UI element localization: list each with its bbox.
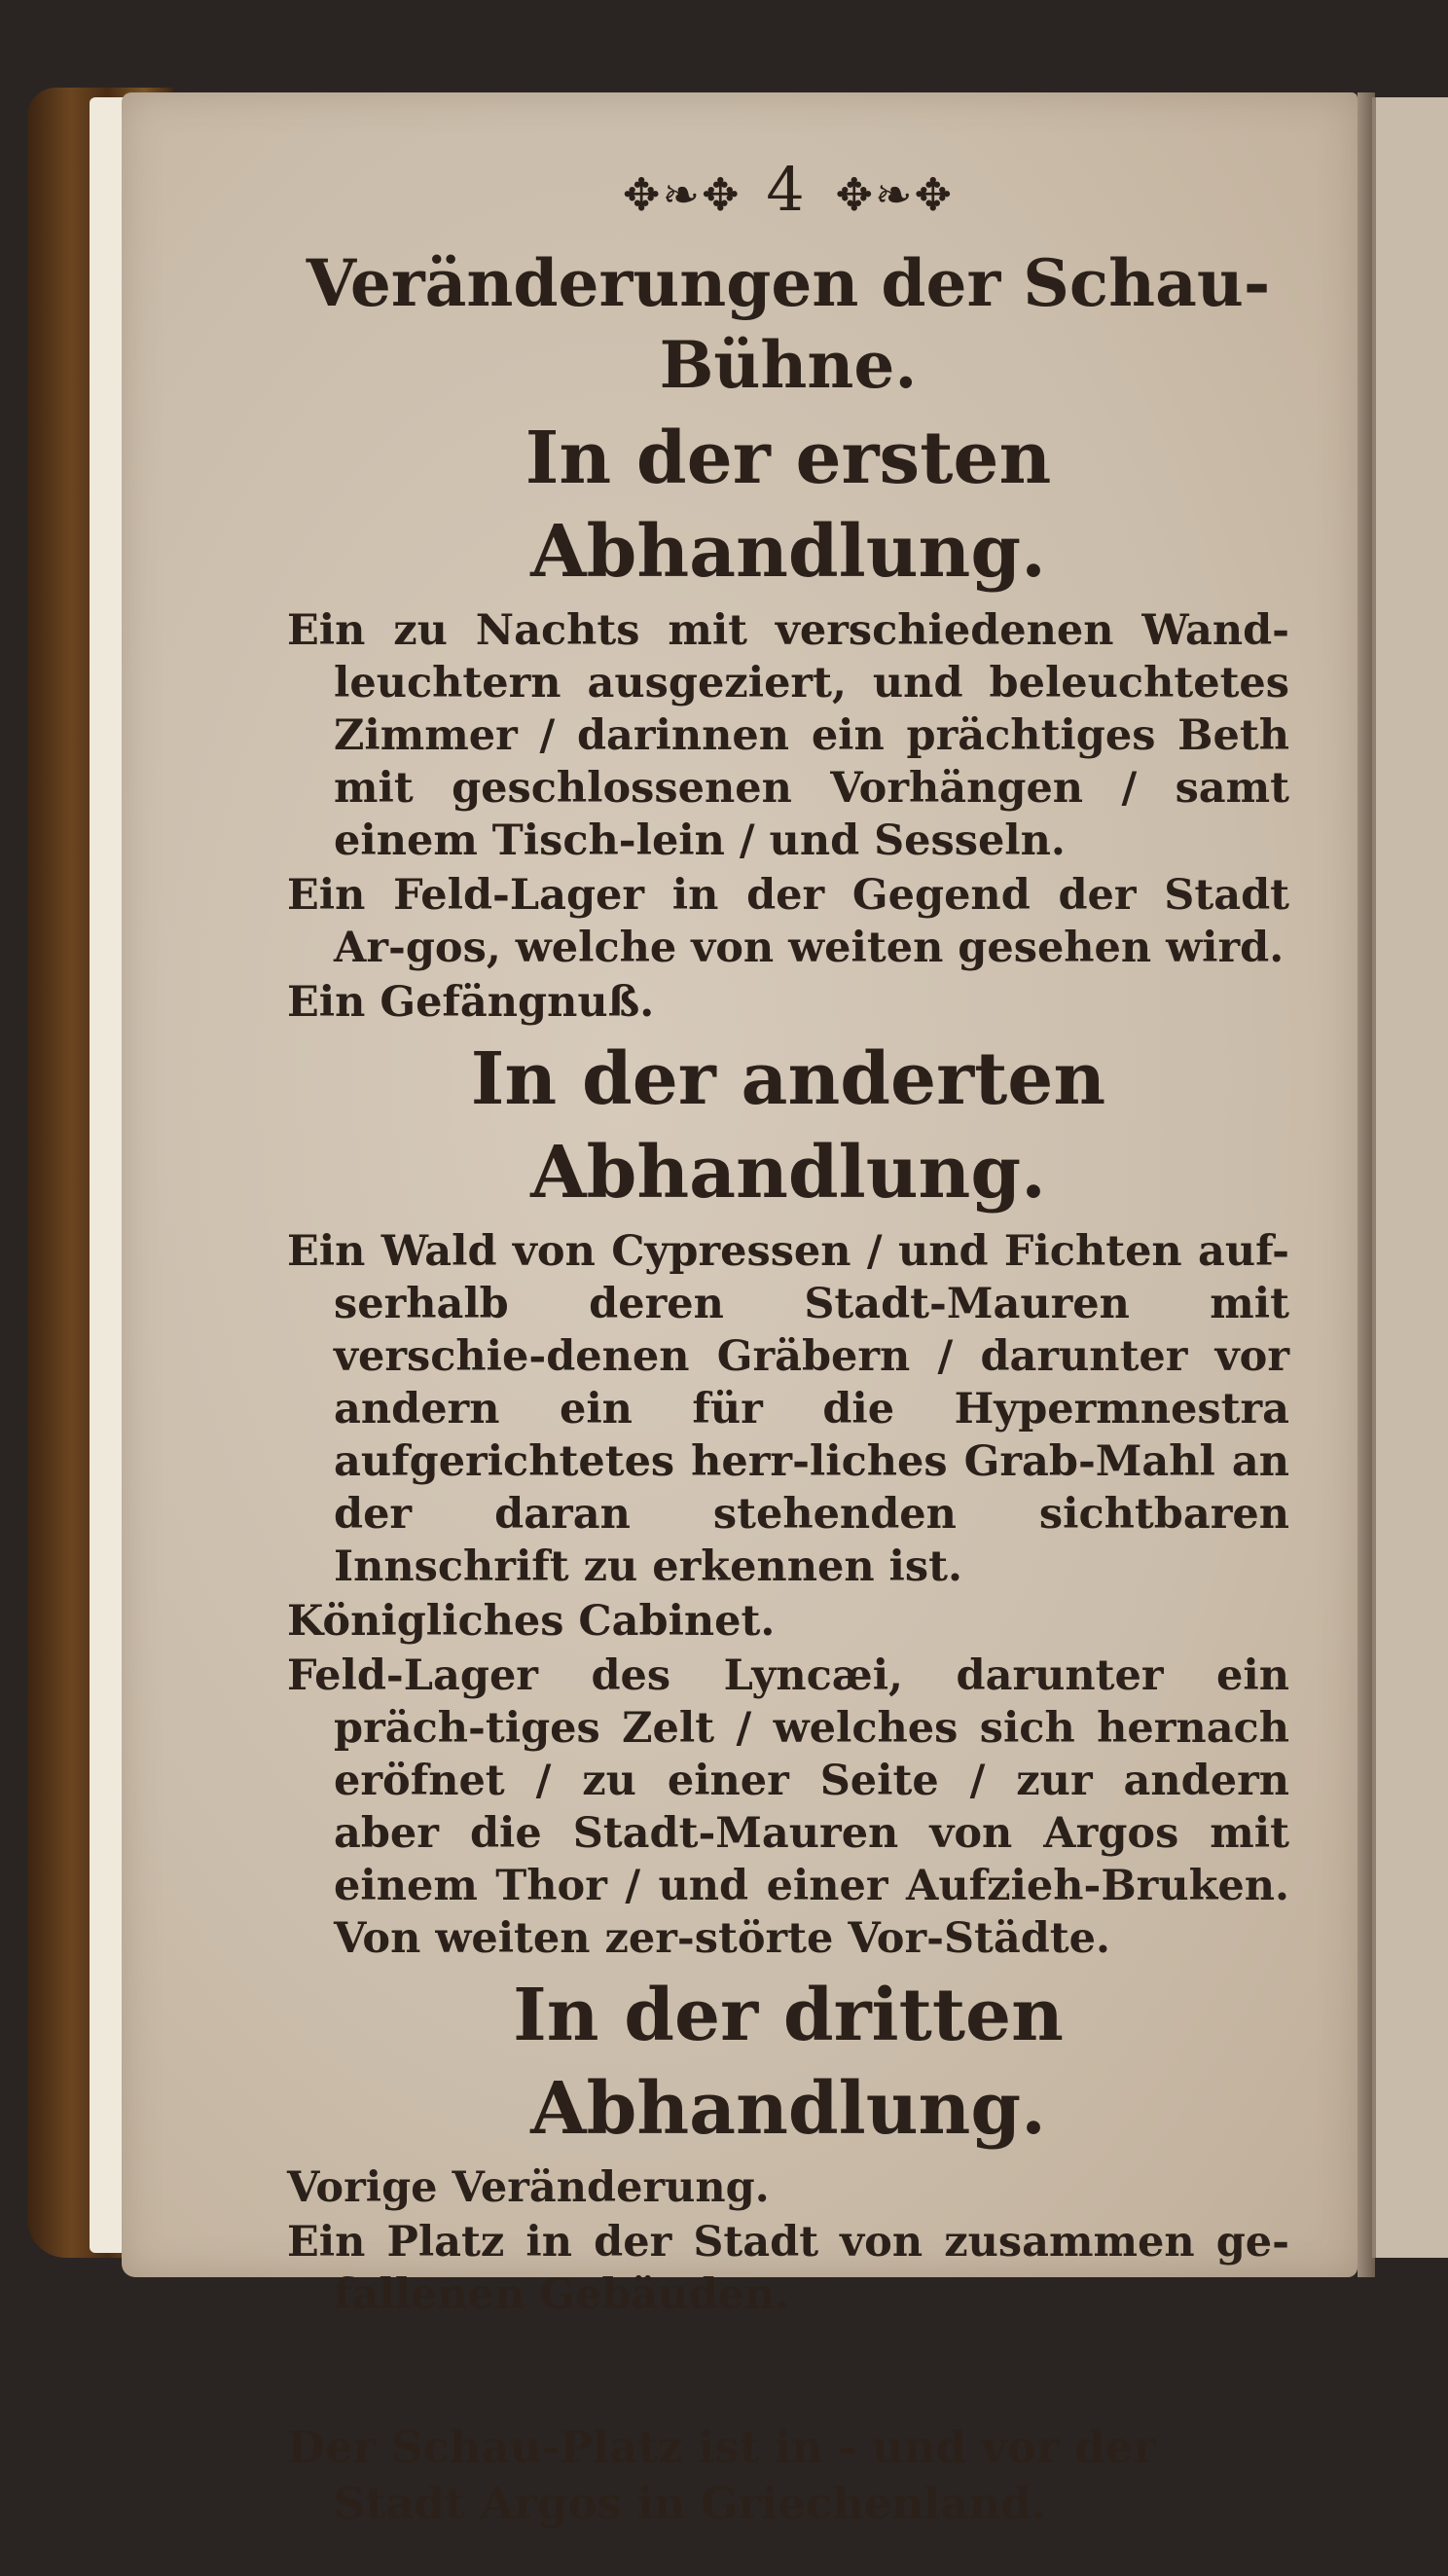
scene-entry: Ein zu Nachts mit verschiedenen Wand-leuchtern ausgeziert, und beleuchtetes Zimmer / darinnen ein prächtiges Beth mit geschlossenen Vorhängen / samt einem Tisch-lein / und Sesseln.	[287, 606, 1289, 865]
page-number: 4	[766, 154, 811, 225]
page-content	[287, 156, 1289, 2576]
scene-entry: Ein Feld-Lager in der Gegend der Stadt Ar-gos, welche von weiten gesehen wird.	[287, 871, 1289, 972]
act-heading: In der ersten Abhandlung.	[525, 417, 1052, 594]
scene-entry: Vorige Veränderung.	[287, 2163, 770, 2212]
scene-entry: Ein Gefängnuß.	[287, 978, 655, 1027]
scene-entry: Ein Wald von Cypressen / und Fichten auf-serhalb deren Stadt-Mauren mit verschie-denen Gräbern / darunter vor andern ein für die Hypermnestra aufgerichtetes herr-liches Grab-Mahl an der daran stehenden sichtbaren Innschrift zu erkennen ist.	[287, 1227, 1289, 1591]
scene-entry: Königliches Cabinet.	[287, 1597, 776, 1646]
page-title: Veränderungen der Schau-Bühne.	[306, 245, 1271, 403]
ornament-right-icon: ✥❧✥	[835, 168, 955, 221]
scene-entry: Feld-Lager des Lyncæi, darunter ein präch-tiges Zelt / welches sich hernach eröfnet / zu einer Seite / zur andern aber die Stadt-Mauren von Argos mit einem Thor / und einer Aufzieh-Bruken. Von weiten zer-störte Vor-Städte.	[287, 1651, 1289, 1963]
page-header	[287, 156, 1289, 229]
facing-page-edge	[1372, 97, 1448, 2258]
scene-entry: Ein Platz in der Stadt von zusammen ge-fallenen Gebäuden.	[287, 2218, 1289, 2319]
ornament-left-icon: ✥❧✥	[622, 168, 742, 221]
setting-note: Der Schau-Platz ist in - und vor der Stadt Argos in Griechenland.	[287, 2421, 1156, 2529]
spacer	[287, 2323, 1289, 2376]
act-heading: In der anderten Abhandlung.	[470, 1037, 1106, 1215]
act-heading: In der dritten Abhandlung.	[513, 1974, 1064, 2151]
